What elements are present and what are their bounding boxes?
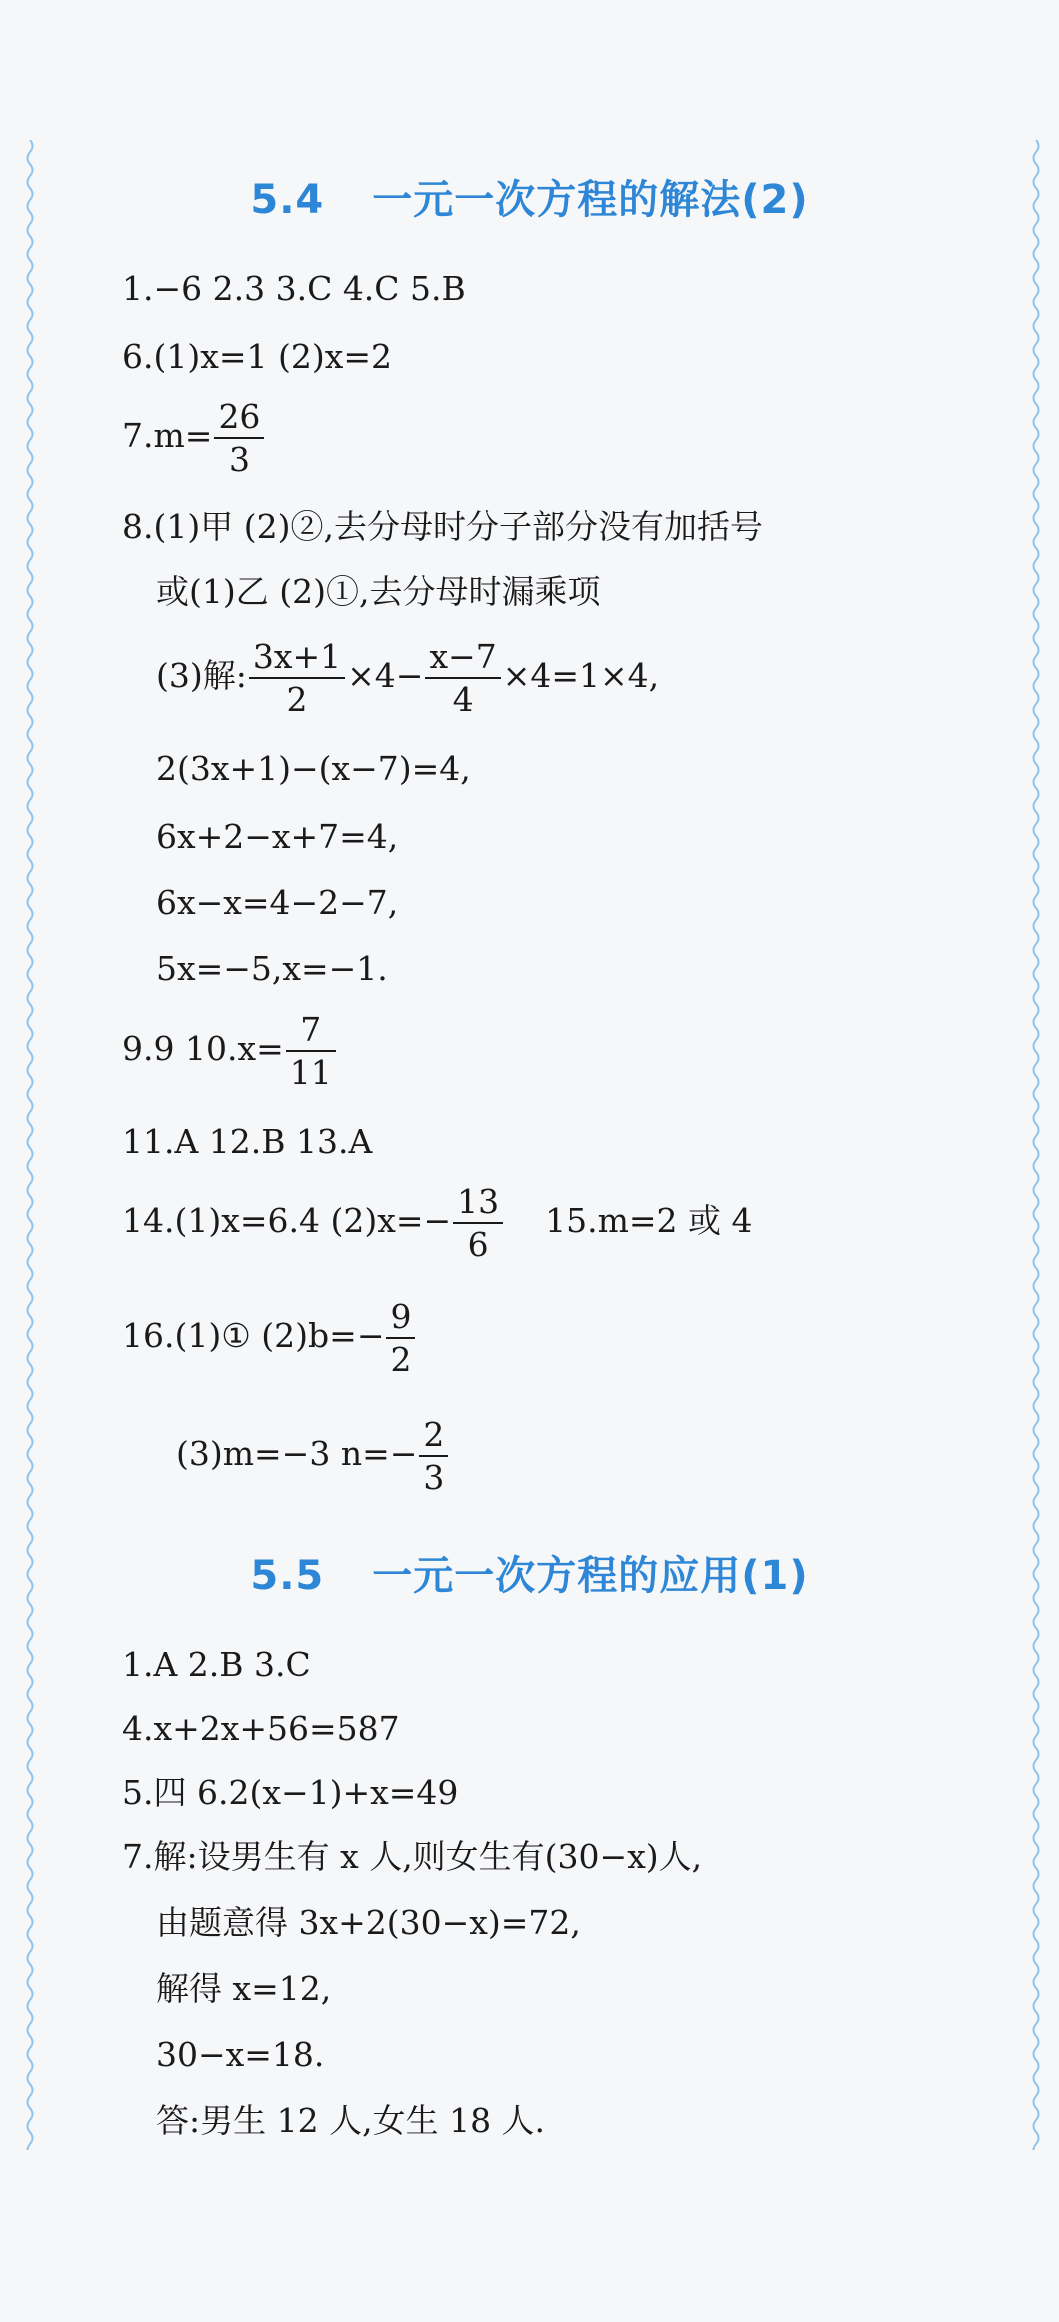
fraction-numerator: 9 — [386, 1300, 415, 1339]
section-number: 5.4 — [250, 177, 325, 223]
section-title-text: 一元一次方程的解法(2) — [372, 177, 809, 223]
answer-line-1-5: 1.−6 2.3 3.C 4.C 5.B — [122, 269, 466, 308]
section-title-5-4 — [0, 168, 1059, 225]
answer-line-8-7: 5x=−5,x=−1. — [156, 949, 388, 988]
fraction-denominator: 6 — [467, 1225, 489, 1264]
fraction-numerator: x−7 — [425, 640, 500, 679]
answer-line-8-1: 8.(1)甲 (2)②,去分母时分子部分没有加括号 — [122, 507, 763, 546]
fraction-denominator: 4 — [452, 680, 474, 719]
answer-line-5-5-5: 由题意得 3x+2(30−x)=72, — [156, 1903, 581, 1942]
fraction-2-3 — [419, 1415, 448, 1497]
answer-line-5-5-6: 解得 x=12, — [156, 1969, 332, 2008]
answer-9-10-lead: 9.9 10.x= — [122, 1029, 284, 1068]
answer-line-5-5-3: 5.四 6.2(x−1)+x=49 — [122, 1773, 459, 1812]
operator-text: ×4=1×4, — [502, 656, 660, 695]
fraction-numerator: 26 — [214, 400, 264, 439]
answer-line-8-6: 6x−x=4−2−7, — [156, 883, 399, 922]
left-wavy-border — [24, 140, 36, 2150]
fraction-9-2 — [386, 1297, 415, 1379]
answer-line-5-5-2: 4.x+2x+56=587 — [122, 1709, 400, 1748]
fraction-26-3 — [214, 397, 264, 479]
answer-line-16-1 — [122, 1297, 417, 1379]
fraction-numerator: 7 — [286, 1013, 336, 1052]
answer-line-5-5-7: 30−x=18. — [156, 2035, 325, 2074]
fraction-13-6 — [453, 1182, 503, 1264]
answer-line-16-2 — [176, 1415, 450, 1497]
fraction-denominator: 11 — [289, 1053, 332, 1092]
answer-line-8-5: 6x+2−x+7=4, — [156, 817, 399, 856]
answer-line-5-5-8: 答:男生 12 人,女生 18 人. — [156, 2101, 546, 2140]
section-title-5-5 — [0, 1544, 1059, 1601]
answer-line-11-13: 11.A 12.B 13.A — [122, 1122, 373, 1161]
answer-16-3-lead: (3)m=−3 n=− — [176, 1434, 418, 1473]
answer-line-14-15 — [122, 1182, 753, 1264]
fraction-numerator: 13 — [453, 1185, 503, 1224]
answer-7-lead: 7.m= — [122, 416, 213, 455]
section-number: 5.5 — [250, 1553, 325, 1599]
answer-line-9-10 — [122, 1010, 338, 1092]
fraction-3x1-2 — [249, 637, 345, 719]
operator-text: ×4− — [347, 656, 424, 695]
fraction-denominator: 2 — [286, 680, 308, 719]
answer-line-8-4: 2(3x+1)−(x−7)=4, — [156, 749, 471, 788]
answer-line-7 — [122, 397, 266, 479]
fraction-7-11 — [286, 1010, 336, 1092]
answer-line-5-5-1: 1.A 2.B 3.C — [122, 1645, 311, 1684]
section-title-text: 一元一次方程的应用(1) — [372, 1553, 809, 1599]
answer-line-5-5-4: 7.解:设男生有 x 人,则女生有(30−x)人, — [122, 1837, 703, 1876]
right-wavy-border — [1030, 140, 1042, 2150]
answer-14-lead: 14.(1)x=6.4 (2)x=− — [122, 1201, 452, 1240]
answer-15: 15.m=2 或 4 — [545, 1201, 753, 1240]
fraction-x7-4 — [425, 637, 500, 719]
fraction-numerator: 3x+1 — [249, 640, 345, 679]
answer-line-8-2: 或(1)乙 (2)①,去分母时漏乘项 — [156, 572, 601, 611]
answer-8-3-lead: (3)解: — [156, 656, 247, 695]
answer-16-lead: 16.(1)① (2)b=− — [122, 1316, 385, 1355]
answer-line-6: 6.(1)x=1 (2)x=2 — [122, 337, 392, 376]
fraction-numerator: 2 — [419, 1418, 448, 1457]
fraction-denominator: 2 — [390, 1340, 412, 1379]
answer-line-8-3 — [156, 637, 660, 719]
fraction-denominator: 3 — [228, 440, 250, 479]
fraction-denominator: 3 — [423, 1458, 445, 1497]
